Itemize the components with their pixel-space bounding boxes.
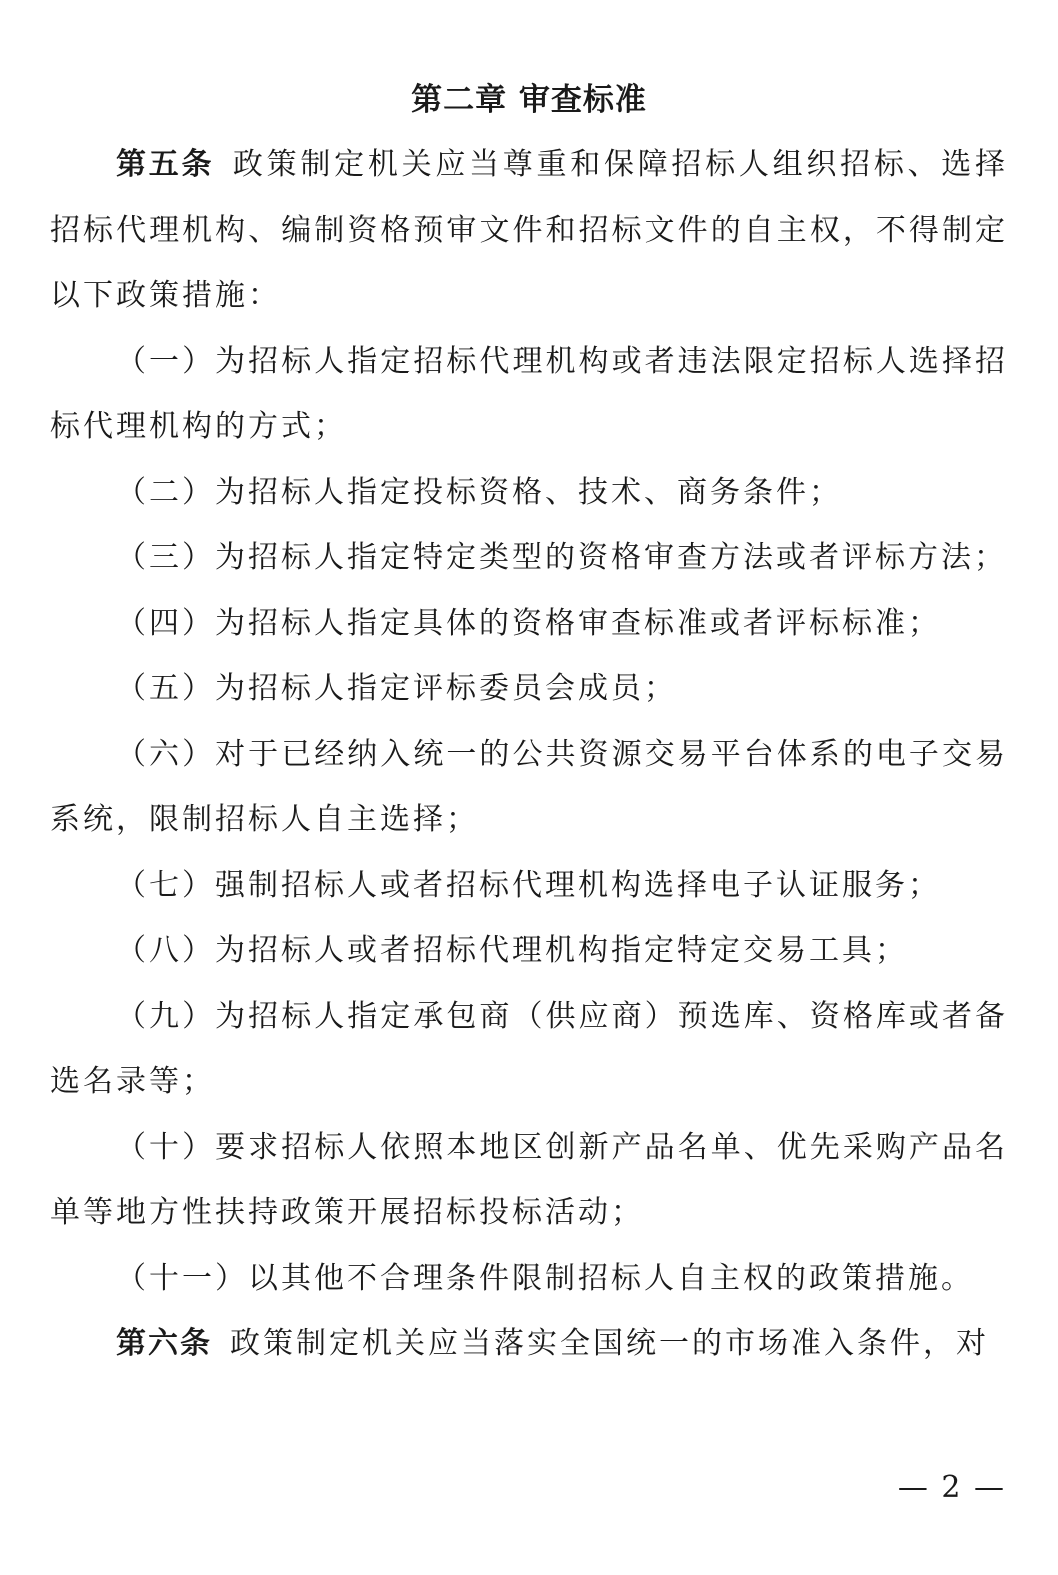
list-item-3: （三）为招标人指定特定类型的资格审查方法或者评标方法；	[116, 540, 1007, 575]
article-5-label: 第五条	[116, 147, 215, 182]
list-item-2: （二）为招标人指定投标资格、技术、商务条件；	[116, 474, 842, 510]
list-item-6: （六）对于已经纳入统一的公共资源交易平台体系的电子交易系统，限制招标人自主选择；	[50, 736, 1008, 837]
list-item-7: （七）强制招标人或者招标代理机构选择电子认证服务；	[116, 867, 941, 903]
list-item-5: （五）为招标人指定评标委员会成员；	[116, 671, 677, 706]
list-item-11: （十一）以其他不合理条件限制招标人自主权的政策措施。	[116, 1260, 974, 1296]
article-6-paragraph	[50, 1311, 1008, 1377]
list-item-4: （四）为招标人指定具体的资格审查标准或者评标标准；	[116, 605, 941, 641]
list-item-8: （八）为招标人或者招标代理机构指定特定交易工具；	[116, 933, 908, 968]
page-number: — 2 —	[897, 1470, 1006, 1505]
document-page	[50, 70, 1008, 1377]
article-5-text: 政策制定机关应当尊重和保障招标人组织招标、选择招标代理机构、编制资格预审文件和招标文件的自主权，不得制定以下政策措施：	[50, 147, 1009, 313]
article-6-text: 政策制定机关应当落实全国统一的市场准入条件，对	[230, 1326, 989, 1361]
list-item-1: （一）为招标人指定招标代理机构或者违法限定招标人选择招标代理机构的方式；	[50, 343, 1008, 444]
list-item-10: （十）要求招标人依照本地区创新产品名单、优先采购产品名单等地方性扶持政策开展招标投标活动；	[50, 1129, 1008, 1230]
list-item-9: （九）为招标人指定承包商（供应商）预选库、资格库或者备选名录等；	[50, 998, 1008, 1099]
chapter-title: 第二章 审查标准	[411, 82, 647, 118]
article-5-paragraph	[50, 132, 1008, 329]
article-6-label: 第六条	[116, 1326, 212, 1361]
